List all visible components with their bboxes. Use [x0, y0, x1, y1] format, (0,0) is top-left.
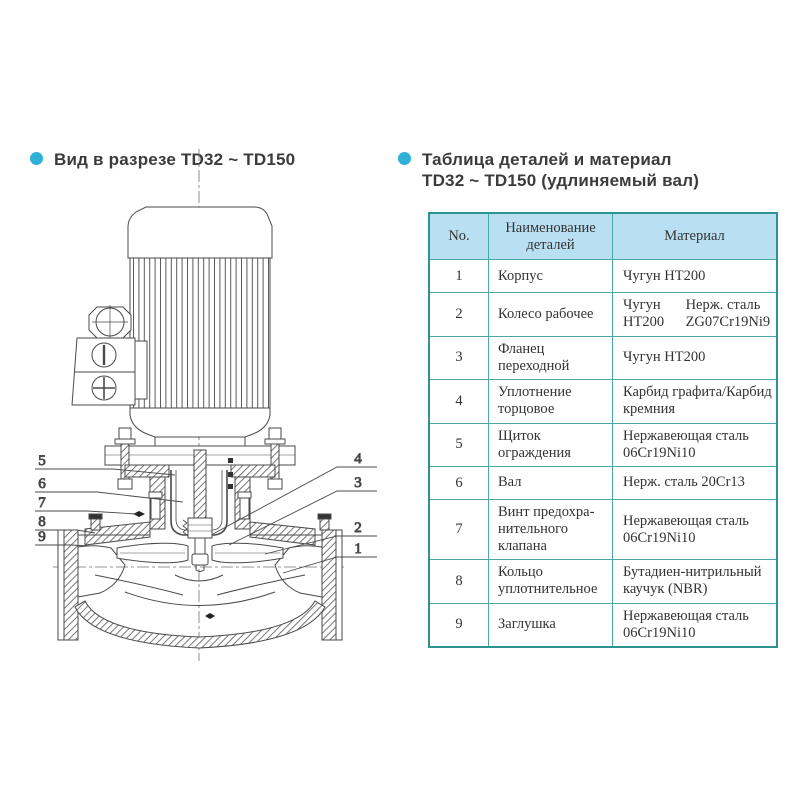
cell-material: Чугун HT200 [613, 260, 778, 293]
cell-name: Щиток ограждения [489, 423, 613, 466]
cell-no: 3 [429, 336, 489, 379]
parts-table-body [429, 260, 777, 647]
header-name: Наименование деталей [489, 213, 613, 260]
table-row [429, 336, 777, 379]
cell-material: Карбид графита/Карбид кремния [613, 379, 778, 423]
cell-name: Колесо рабочее [489, 293, 613, 336]
cell-name: Винт предохра-нительного клапана [489, 500, 613, 560]
parts-table [428, 212, 778, 648]
cell-material: Бутадиен-нитрильный каучук (NBR) [613, 560, 778, 603]
callout-1: 1 [354, 541, 362, 557]
cell-name: Уплотнение торцовое [489, 379, 613, 423]
table-row [429, 379, 777, 423]
callout-4: 4 [354, 451, 362, 467]
cell-no: 8 [429, 560, 489, 603]
cell-name: Кольцо уплотнительное [489, 560, 613, 603]
callout-6: 6 [38, 476, 46, 492]
cell-name: Корпус [489, 260, 613, 293]
cell-material [613, 293, 778, 336]
table-title [422, 149, 699, 191]
callout-2: 2 [354, 520, 362, 536]
table-row [429, 423, 777, 466]
cell-material: Нерж. сталь 20Cr13 [613, 467, 778, 500]
cell-material: Нержавеющая сталь 06Cr19Ni10 [613, 603, 778, 647]
callout-9: 9 [38, 529, 46, 545]
cell-no: 9 [429, 603, 489, 647]
cell-material: Нержавеющая сталь 06Cr19Ni10 [613, 423, 778, 466]
cell-material: Нержавеющая сталь 06Cr19Ni10 [613, 500, 778, 560]
bullet-icon [398, 152, 411, 165]
cell-no: 2 [429, 293, 489, 336]
cell-no: 7 [429, 500, 489, 560]
cell-no: 6 [429, 467, 489, 500]
table-row [429, 500, 777, 560]
cell-no: 4 [429, 379, 489, 423]
cell-no: 5 [429, 423, 489, 466]
material-variant: Нерж. сталь ZG07Cr19Ni9 [685, 297, 771, 331]
header-no: No. [429, 213, 489, 260]
cell-no: 1 [429, 260, 489, 293]
callout-8: 8 [38, 514, 46, 530]
table-title-line2: TD32 ~ TD150 (удлиняемый вал) [422, 171, 700, 190]
table-header-row [429, 213, 777, 260]
callout-5: 5 [38, 453, 46, 469]
pump-cross-section-diagram [25, 145, 395, 665]
cell-material: Чугун HT200 [613, 336, 778, 379]
diagram-title: Вид в разрезе TD32 ~ TD150 [54, 150, 296, 169]
cell-name: Заглушка [489, 603, 613, 647]
motor [105, 207, 295, 465]
table-row [429, 560, 777, 603]
table-row [429, 603, 777, 647]
table-row [429, 467, 777, 500]
table-row [429, 260, 777, 293]
callout-3: 3 [354, 475, 362, 491]
material-variant: Чугун HT200 [623, 297, 665, 331]
right-section-title [398, 149, 788, 191]
header-material: Материал [613, 213, 778, 260]
cell-name: Фланец переходной [489, 336, 613, 379]
table-row [429, 293, 777, 336]
cell-name: Вал [489, 467, 613, 500]
callout-7: 7 [38, 495, 46, 511]
table-title-line1: Таблица деталей и материал [422, 150, 672, 169]
